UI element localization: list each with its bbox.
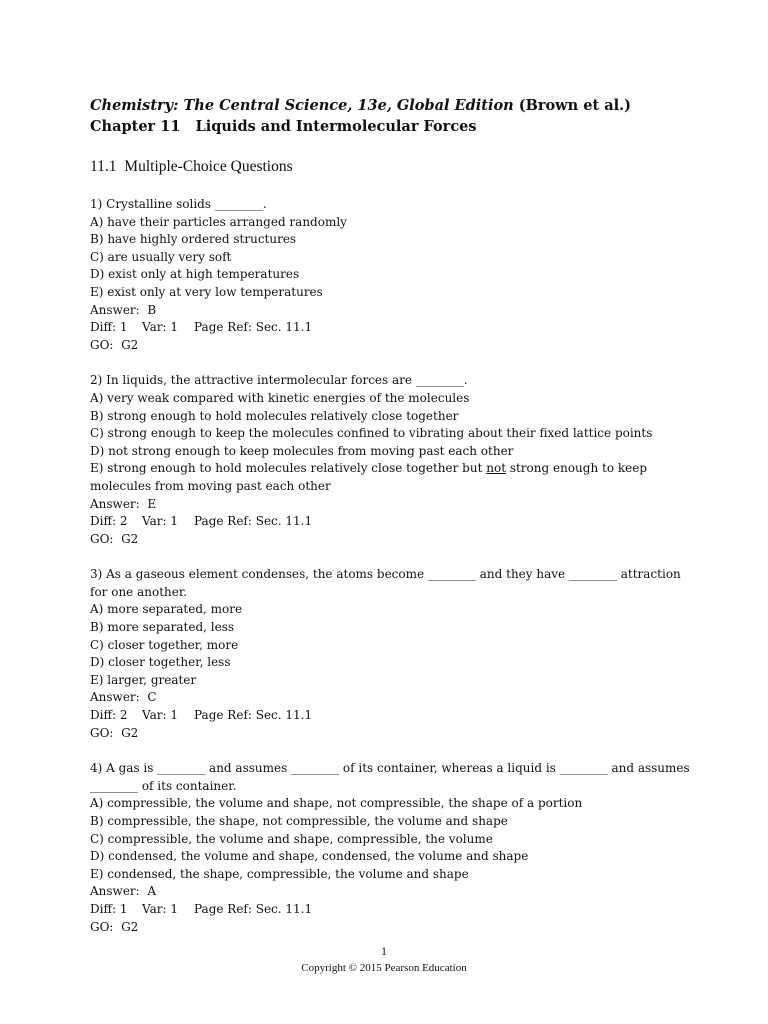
- document-page: [90, 96, 700, 936]
- global-outcome: GO: G2: [90, 337, 139, 352]
- option-d: D) exist only at high temperatures: [90, 267, 300, 282]
- option-e-underline: not: [486, 461, 507, 476]
- page-ref: Page Ref: Sec. 11.1: [194, 901, 313, 916]
- option-e: [90, 460, 700, 495]
- question-3: [90, 566, 700, 742]
- question-meta: [90, 901, 700, 919]
- variant: Var: 1: [142, 514, 178, 529]
- page-ref: Page Ref: Sec. 11.1: [194, 320, 313, 335]
- book-authors: (Brown et al.): [513, 97, 632, 114]
- copyright-notice: Copyright © 2015 Pearson Education: [301, 962, 467, 974]
- page-ref: Page Ref: Sec. 11.1: [194, 708, 313, 723]
- difficulty: Diff: 1: [90, 901, 128, 916]
- option-e: E) condensed, the shape, compressible, the volume and shape: [90, 866, 469, 881]
- answer: Answer: B: [90, 302, 157, 317]
- option-b: B) strong enough to hold molecules relatively close together: [90, 408, 459, 423]
- global-outcome: GO: G2: [90, 919, 139, 934]
- global-outcome: GO: G2: [90, 725, 139, 740]
- option-b: B) compressible, the shape, not compressible, the volume and shape: [90, 814, 508, 828]
- answer: Answer: C: [90, 690, 157, 705]
- question-2: [90, 372, 700, 548]
- difficulty: Diff: 2: [90, 514, 128, 529]
- question-1: [90, 196, 700, 354]
- option-c: C) strong enough to keep the molecules confined to vibrating about their fixed lattice points: [90, 426, 653, 441]
- question-meta: [90, 319, 700, 337]
- book-title-italic: Chemistry: The Central Science, 13e, Global Edition: [90, 97, 514, 114]
- question-stem: 2) In liquids, the attractive intermolecular forces are ________.: [90, 373, 468, 388]
- option-a: A) compressible, the volume and shape, not compressible, the shape of a portion: [90, 796, 583, 811]
- option-a: A) very weak compared with kinetic energies of the molecules: [90, 390, 470, 405]
- option-d: D) closer together, less: [90, 655, 231, 670]
- option-e: E) larger, greater: [90, 672, 197, 687]
- option-c: C) compressible, the volume and shape, compressible, the volume: [90, 831, 493, 846]
- answer: Answer: A: [90, 884, 156, 899]
- page-number: 1: [381, 944, 387, 958]
- question-meta: [90, 513, 700, 531]
- option-d: D) not strong enough to keep molecules from moving past each other: [90, 443, 514, 458]
- option-c: C) are usually very soft: [90, 249, 232, 264]
- variant: Var: 1: [142, 901, 178, 916]
- option-b: B) have highly ordered structures: [90, 232, 297, 247]
- option-e: E) exist only at very low temperatures: [90, 284, 323, 299]
- option-b: B) more separated, less: [90, 620, 235, 635]
- question-4: [90, 760, 700, 936]
- question-meta: [90, 707, 700, 725]
- option-d: D) condensed, the volume and shape, condensed, the volume and shape: [90, 849, 529, 864]
- section-heading: 11.1 Multiple-Choice Questions: [90, 158, 293, 175]
- global-outcome: GO: G2: [90, 531, 139, 546]
- option-a: A) have their particles arranged randomly: [90, 214, 347, 229]
- variant: Var: 1: [142, 320, 178, 335]
- option-e-post: strong enough to keep molecules from moving past each other: [90, 461, 648, 493]
- question-stem: 3) As a gaseous element condenses, the atoms become ________ and they have ________ attraction for one another.: [90, 567, 681, 599]
- option-c: C) closer together, more: [90, 637, 239, 652]
- option-a: A) more separated, more: [90, 602, 243, 617]
- page-ref: Page Ref: Sec. 11.1: [194, 514, 313, 529]
- question-stem: 4) A gas is ________ and assumes ________ of its container, whereas a liquid is ________ and assumes ________ of its container.: [90, 761, 690, 793]
- option-e-pre: E) strong enough to hold molecules relatively close together but: [90, 461, 487, 476]
- chapter-title: Chapter 11 Liquids and Intermolecular Forces: [90, 118, 477, 135]
- answer: Answer: E: [90, 496, 157, 511]
- difficulty: Diff: 2: [90, 708, 128, 723]
- question-stem: 1) Crystalline solids ________.: [90, 197, 267, 211]
- difficulty: Diff: 1: [90, 320, 128, 335]
- book-title: [90, 96, 700, 116]
- variant: Var: 1: [142, 708, 178, 723]
